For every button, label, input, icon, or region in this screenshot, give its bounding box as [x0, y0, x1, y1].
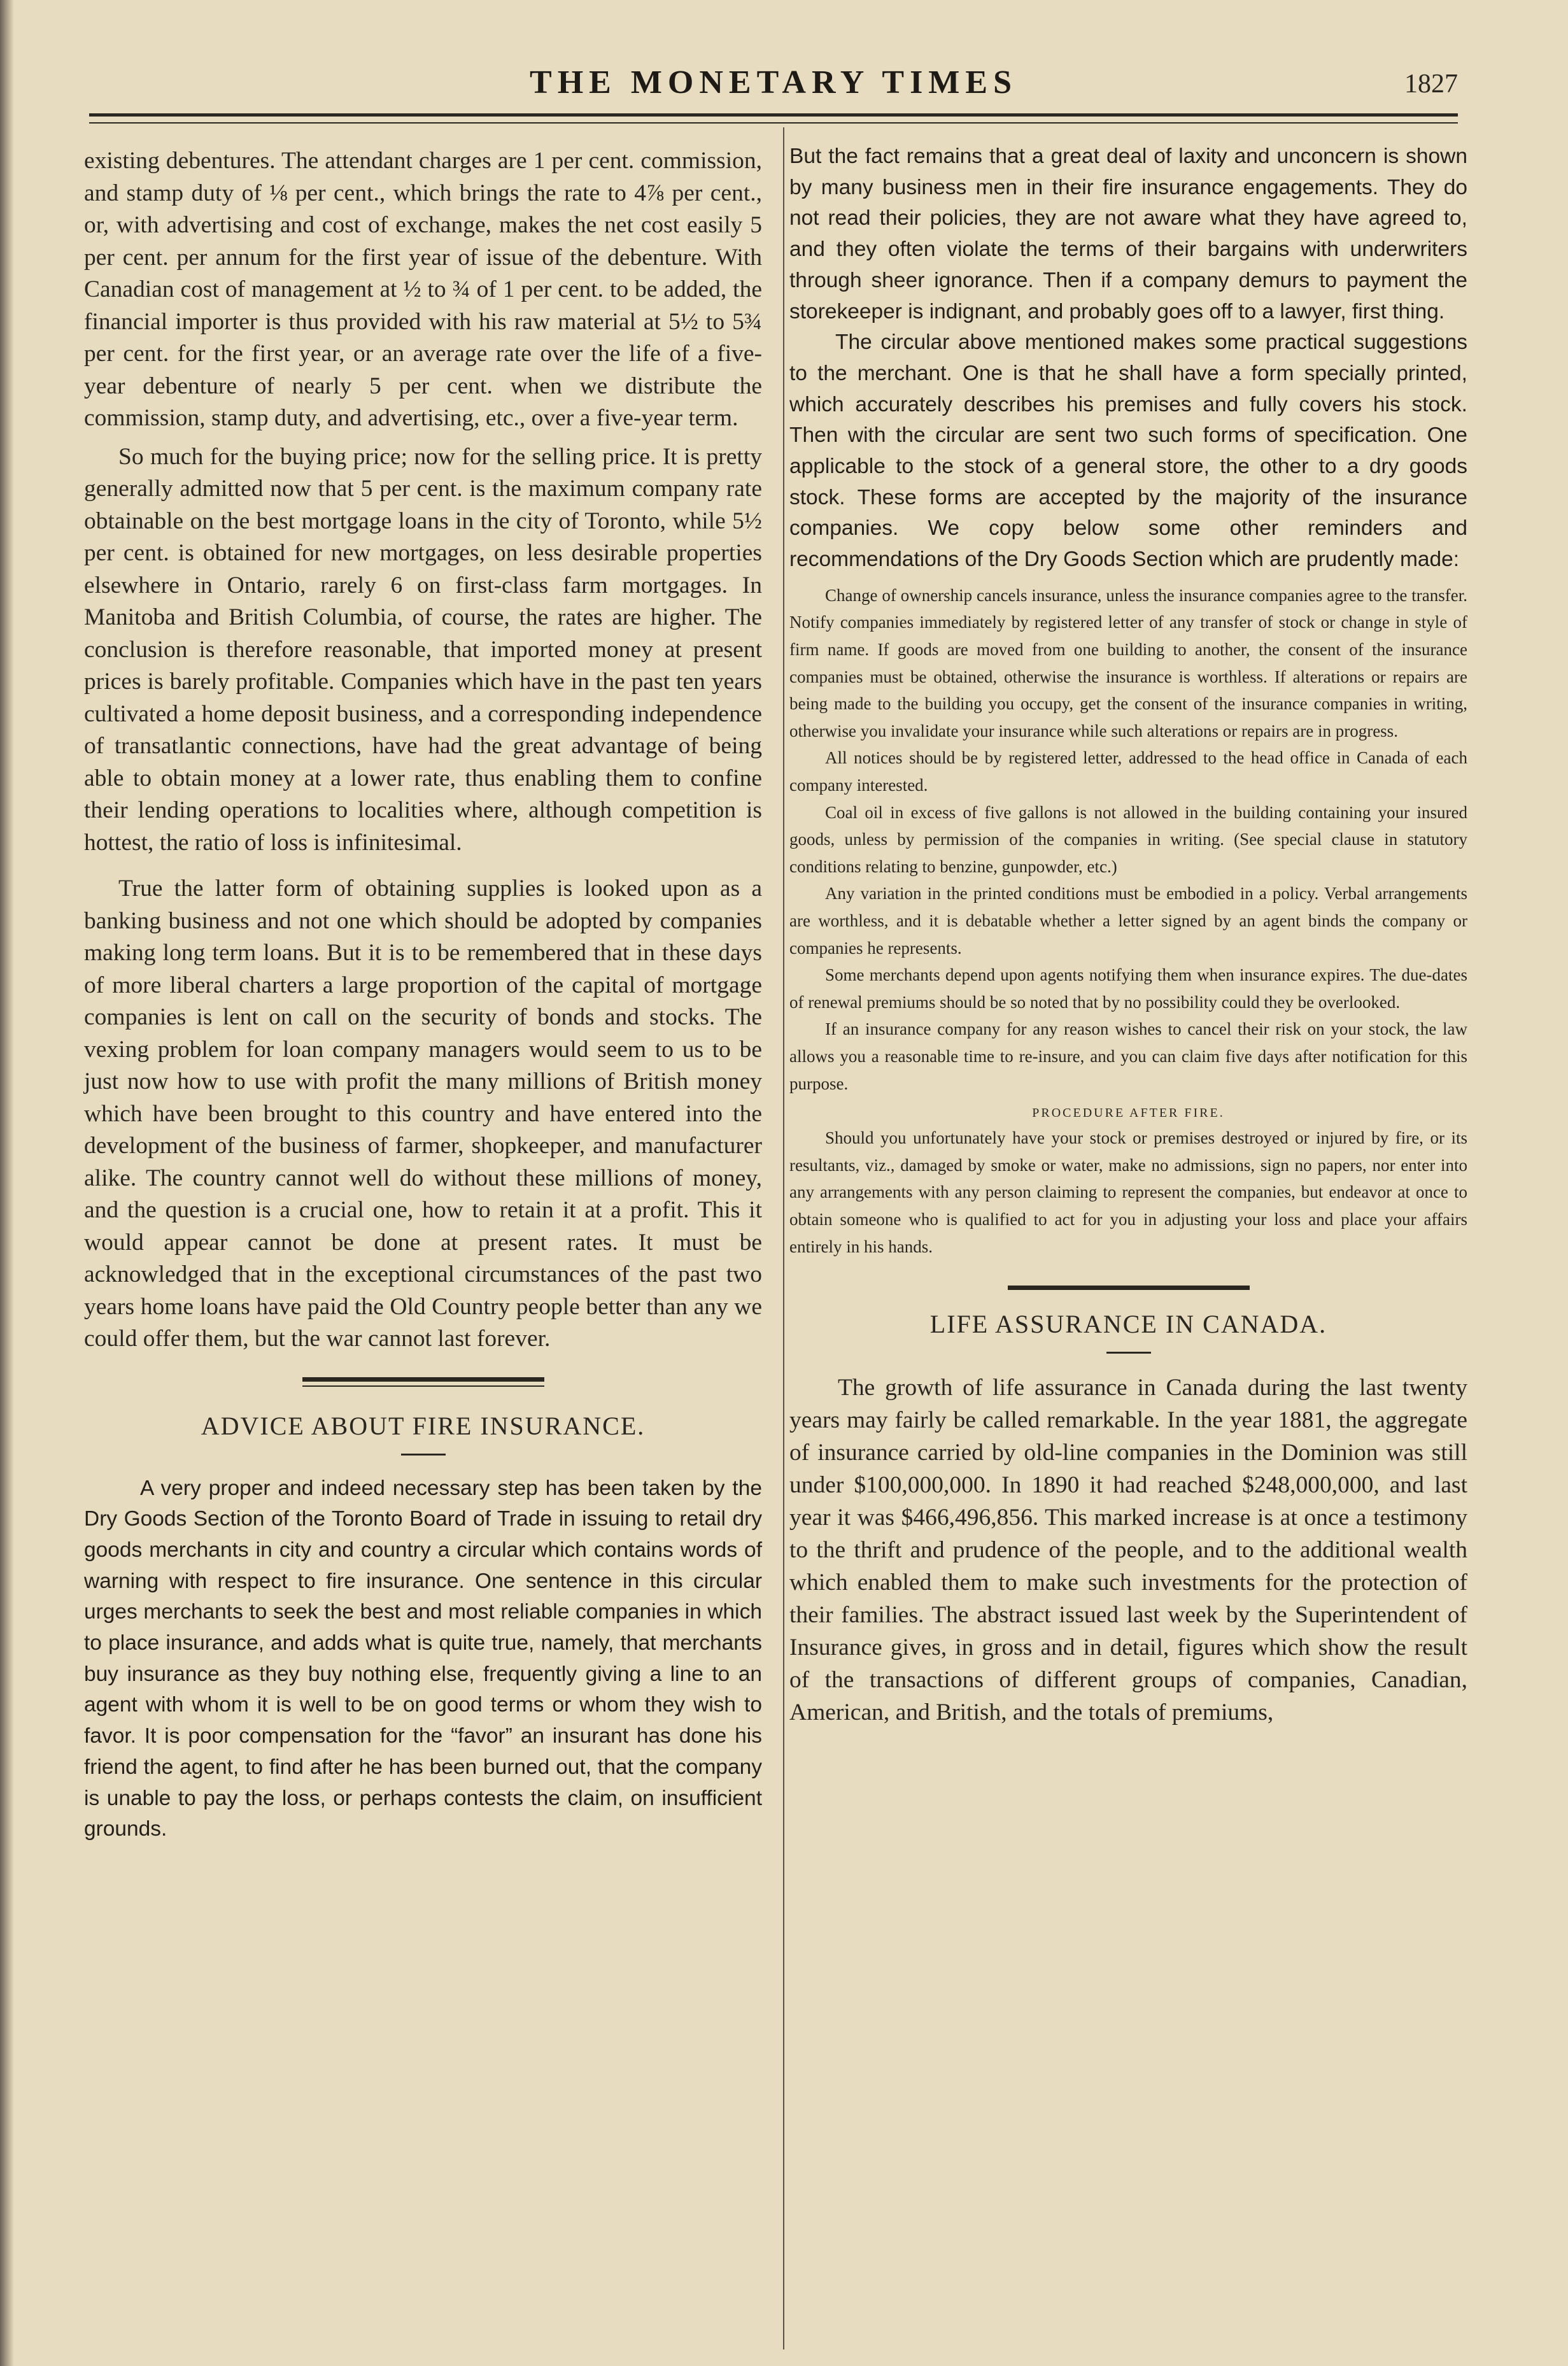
- fire-insurance-paragraph: The circular above mentioned makes some practical suggestions to the merchant. One is that he shall have a form specially printed, which accurately describes his premises and fully covers his stock. Then with the circular are sent two such forms of specification. One applicable to the stock of a general store, the other to a dry goods stock. These forms are accepted by the majority of the insurance companies. We copy below some other reminders and recommendations of the Dry Goods Section which are prudently made:: [789, 330, 1467, 572]
- heading-rule: [401, 1454, 446, 1456]
- section-separator: [1008, 1286, 1250, 1290]
- reminder-item: Change of ownership cancels insurance, unless the insurance companies agree to the transfer. Notify companies immediately by registered letter of any transfer of stock or change in style of firm name. If goods are moved from one building to another, the consent of the insurance companies must be obtained, otherwise the insurance is worthless. If alterations or repairs are being made to the building you occupy, get the consent of the insurance companies in writing, otherwise you invalidate your insurance while such alterations or repairs are in progress.: [789, 585, 1467, 740]
- life-assurance-heading: LIFE ASSURANCE IN CANADA.: [929, 1310, 1327, 1339]
- section-separator: [302, 1377, 544, 1382]
- fire-insurance-heading: ADVICE ABOUT FIRE INSURANCE.: [201, 1411, 646, 1440]
- header-rule-thick: [89, 113, 1458, 117]
- reminder-item: Coal oil in excess of five gallons is not allowed in the building containing your insured goods, unless by permission of the companies in writing. (See special clause in statutory conditions relating to benzine, gunpowder, etc.): [789, 802, 1467, 876]
- article-paragraph: So much for the buying price; now for the selling price. It is pretty generally admitted now that 5 per cent. is the maximum company rate obtainable on the best mortgage loans in the city of Toronto, while 5½ per cent. is obtained for new mortgages, on less desirable properties elsewhere in Ontario, rarely 6 on first-class farm mortgages. In Manitoba and British Columbia, of course, the rates are higher. The conclusion is therefore reasonable, that imported money at present prices is barely profitable. Companies which have in the past ten years cultivated a home deposit business, and a corresponding independence of transatlantic connections, have had the great advantage of being able to obtain money at a lower rate, thus enabling them to confine their lending operations to localities where, although competition is hottest, the ratio of loss is infinitesimal.: [84, 443, 762, 856]
- article-paragraph: True the latter form of obtaining supplies is looked upon as a banking business and not one which should be adopted by companies making long term loans. But it is to be remembered that in these days of more liberal charters a large proportion of the capital of mortgage companies is lent on call on the security of bonds and stocks. The vexing problem for loan company managers would seem to us to be just now how to use with profit the many millions of British money which have been brought to this country and have entered into the development of the business of farmer, shopkeeper, and manufacturer alike. The country cannot well do without these millions of money, and the question is a crucial one, how to retain it at a profit. This it would appear cannot be done at present rates. It must be acknowledged that in the exceptional circumstances of the past two years home loans have paid the Old Country people better than any we could offer them, but the war cannot last forever.: [84, 875, 762, 1352]
- reminder-item: All notices should be by registered letter, addressed to the head office in Canada of each company interested.: [789, 748, 1467, 795]
- masthead: THE MONETARY TIMES: [530, 64, 1017, 101]
- reminder-item: Some merchants depend upon agents notifying them when insurance expires. The due-dates of renewal premiums should be so noted that by no possibility could they be overlooked.: [789, 965, 1467, 1012]
- reminder-item: Should you unfortunately have your stock or premises destroyed or injured by fire, or its resultants, viz., damaged by smoke or water, make no admissions, sign no papers, nor enter into any arrangements with any person claiming to represent the companies, but endeavor at once to obtain someone who is qualified to act for you in adjusting your loss and place your affairs entirely in his hands.: [789, 1128, 1467, 1256]
- section-separator-thin: [302, 1385, 544, 1387]
- right-column: [789, 141, 1467, 1729]
- column-divider: [783, 127, 784, 2349]
- reminder-item: Any variation in the printed conditions must be embodied in a policy. Verbal arrangements are worthless, and it is debatable whether a letter signed by an agent binds the company or companies he represents.: [789, 884, 1467, 958]
- article-paragraph: existing debentures. The attendant charges are 1 per cent. commission, and stamp duty of ⅛ per cent., which brings the rate to 4⅞ per cent., or, with advertising and cost of exchange, makes the net cost easily 5 per cent. per annum for the first year of issue of the debenture. With Canadian cost of management at ½ to ¾ of 1 per cent. to be added, the financial importer is thus provided with his raw material at 5½ to 5¾ per cent. for the first year, or an average rate over the life of a five-year debenture of nearly 5 per cent. when we distribute the commission, stamp duty, and advertising, etc., over a five-year term.: [84, 148, 762, 431]
- life-assurance-paragraph: The growth of life assurance in Canada during the last twenty years may fairly be called remarkable. In the year 1881, the aggregate of insurance carried by old-line companies in the Dominion was still under $100,000,000. In 1890 it had reached $248,000,000, and last year it was $466,496,856. This marked increase is at once a testimony to the thrift and prudence of the people, and to the additional wealth which enabled them to make such investments for the protection of their families. The abstract issued last week by the Superintendent of Insurance gives, in gross and in detail, figures which show the result of the transactions of different groups of companies, Canadian, American, and British, and the totals of premiums,: [789, 1375, 1467, 1726]
- left-column: [84, 145, 762, 1845]
- procedure-subheading: PROCEDURE AFTER FIRE.: [1032, 1106, 1225, 1121]
- binding-spine: [0, 0, 14, 2366]
- page-header: [89, 64, 1458, 108]
- fire-insurance-paragraph: A very proper and indeed necessary step has been taken by the Dry Goods Section of the Toronto Board of Trade in issuing to retail dry goods merchants in city and country a circular which contains words of warning with respect to fire insurance. One sentence in this circular urges merchants to seek the best and most reliable companies in which to place insurance, and adds what is quite true, namely, that merchants buy insurance as they buy nothing else, frequently giving a line to an agent with whom it is well to be on good terms or whom they wish to favor. It is poor compensation for the “favor” an insurant has done his friend the agent, to find after he has been burned out, that the company is unable to pay the loss, or perhaps contests the claim, on insufficient grounds.: [84, 1476, 762, 1841]
- header-rule-thin: [89, 122, 1458, 124]
- fire-insurance-paragraph: But the fact remains that a great deal of laxity and unconcern is shown by many business men in their fire insurance engagements. They do not read their policies, they are not aware what they have agreed to, and they often violate the terms of their bargains with underwriters through sheer ignorance. Then if a company demurs to payment the storekeeper is indignant, and probably goes off to a lawyer, first thing.: [789, 145, 1467, 323]
- page-number: 1827: [1404, 69, 1458, 99]
- reminder-item: If an insurance company for any reason wishes to cancel their risk on your stock, the law allows you a reasonable time to re-insure, and you can claim five days after notification for this purpose.: [789, 1019, 1467, 1093]
- heading-rule: [1106, 1352, 1151, 1354]
